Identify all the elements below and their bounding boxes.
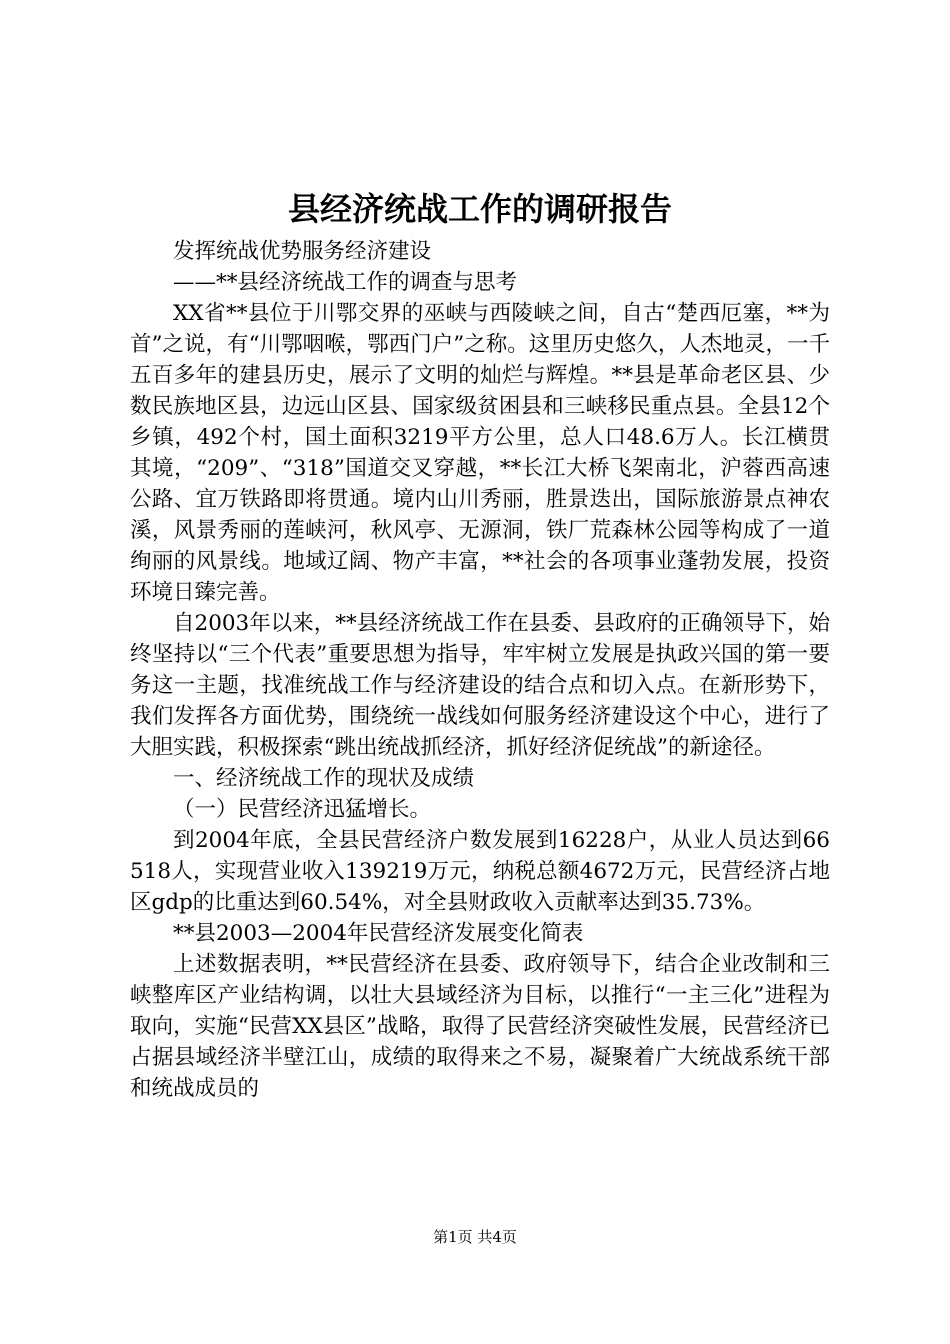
paragraph-analysis: 上述数据表明，**民营经济在县委、政府领导下，结合企业改制和三峡整库区产业结构调，以壮大县域经济为目标，以推行“一主三化”进程为取向，实施“民营XX县区”战略，取得了民营经济突破性发展，民营经济已占据县域经济半壁江山，成绩的取得来之不易，凝聚着广大统战系统干部和统战成员的 [130,952,830,1101]
subtitle: 发挥统战优势服务经济建设 [173,239,432,264]
paragraph-since-2003: 自2003年以来，**县经济统战工作在县委、县政府的正确领导下，始终坚持以“三个代表”重要思想为指导，牢牢树立发展是执政兴国的第一要务这一主题，找准统战工作与经济建设的结合点和切入点。在新形势下，我们发挥各方面优势，围绕统一战线如何服务经济建设这个中心，进行了大胆实践，积极探索“跳出统战抓经济，抓好经济促统战”的新途径。 [130,611,830,760]
paragraph-2004-stats: 到2004年底，全县民营经济户数发展到16228户，从业人员达到66518人，实现营业收入139219万元，纳税总额4672万元，民营经济占地区gdp的比重达到60.54%，对全县财政收入贡献率达到35.73%。 [130,828,830,915]
page-footer: 第1页 共4页 [433,1228,517,1246]
sub-subtitle: ——**县经济统战工作的调查与思考 [173,270,518,295]
paragraph-intro: XX省**县位于川鄂交界的巫峡与西陵峡之间，自古“楚西厄塞，**为首”之说，有“川鄂咽喉，鄂西门户”之称。这里历史悠久，人杰地灵，一千五百多年的建县历史，展示了文明的灿烂与辉煌。**县是革命老区县、少数民族地区县，边远山区县、国家级贫困县和三峡移民重点县。全县12个乡镇，492个村，国土面积3219平方公里，总人口48.6万人。长江横贯其境，“209”、“318”国道交叉穿越，**长江大桥飞架南北，沪蓉西高速公路、宜万铁路即将贯通。境内山川秀丽，胜景迭出，国际旅游景点神农溪，风景秀丽的莲峡河，秋风亭、无源洞，铁厂荒森林公园等构成了一道绚丽的风景线。地域辽阔、物产丰富，**社会的各项事业蓬勃发展，投资环境日臻完善。 [130,301,830,605]
document-page [130,184,830,1104]
section-heading: 一、经济统战工作的现状及成绩 [173,766,475,791]
document-title: 县经济统战工作的调研报告 [287,190,672,228]
subsection-heading: （一）民营经济迅猛增长。 [173,797,432,822]
table-caption: **县2003—2004年民营经济发展变化简表 [173,921,584,946]
